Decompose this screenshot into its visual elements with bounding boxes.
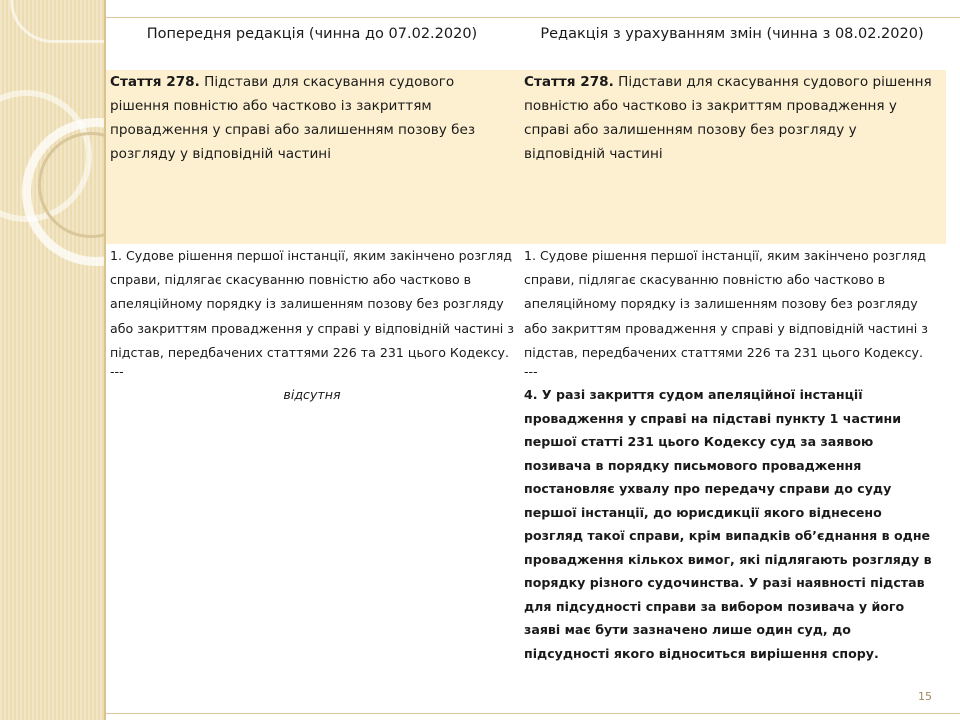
comparison-table xyxy=(106,26,946,665)
article-body-row xyxy=(106,244,946,665)
decorative-sidebar xyxy=(0,0,106,720)
top-rule xyxy=(106,17,960,18)
article-number: Стаття 278. xyxy=(110,74,200,90)
decorative-arc xyxy=(10,0,106,43)
page-number: 15 xyxy=(918,690,932,703)
previous-article-body-cell xyxy=(106,244,520,665)
bottom-rule xyxy=(106,713,960,714)
current-article-title-cell xyxy=(520,70,946,244)
article-title-row xyxy=(106,70,946,244)
article-title: Підстави для скасування судового рішення повністю або частково із закриттям провадження у справі або залишенням позову без розгляду у відповідній частині xyxy=(524,74,932,162)
previous-article-title-cell xyxy=(106,70,520,244)
current-edition-header: Редакція з урахуванням змін (чинна з 08.02.2020) xyxy=(540,26,924,42)
paragraph-4: 4. У разі закриття судом апеляційної інстанції провадження у справі на підставі пункту 1 частини першої статті 231 цього Кодексу суд за заявою позивача в порядку письмового провадження постановляє ухвалу про передачу справи до суду першої інстанції, до юрисдикції якого віднесено розгляд такої справи, крім випадків об’єднання в одне провадження кількох вимог, які підлягають розгляду в порядку різного судочинства. У разі наявності підстав для підсудності справи за вибором позивача у його заяві має бути зазначено лише один суд, до підсудності якого відноситься вирішення спору. xyxy=(524,387,932,661)
article-number: Стаття 278. xyxy=(524,74,614,90)
current-article-body-cell xyxy=(520,244,946,665)
absent-note: відсутня xyxy=(283,387,341,403)
separator: --- xyxy=(110,364,124,380)
paragraph-1: 1. Судове рішення першої інстанції, яким закінчено розгляд справи, підлягає скасуванню повністю або частково в апеляційному порядку із залишенням позову без розгляду або закриттям провадження у справі у відповідній частині з підстав, передбачених статтями 226 та 231 цього Кодексу. xyxy=(110,248,514,360)
previous-edition-header: Попередня редакція (чинна до 07.02.2020) xyxy=(146,26,478,42)
article-title: Підстави для скасування судового рішення повністю або частково із закриттям провадження у справі або залишенням позову без розгляду у відповідній частині xyxy=(110,74,476,162)
paragraph-1: 1. Судове рішення першої інстанції, яким закінчено розгляд справи, підлягає скасуванню повністю або частково в апеляційному порядку із залишенням позову без розгляду або закриттям провадження у справі у відповідній частині з підстав, передбачених статтями 226 та 231 цього Кодексу. xyxy=(524,248,928,360)
separator: --- xyxy=(524,364,538,380)
table-header-row xyxy=(106,26,946,70)
